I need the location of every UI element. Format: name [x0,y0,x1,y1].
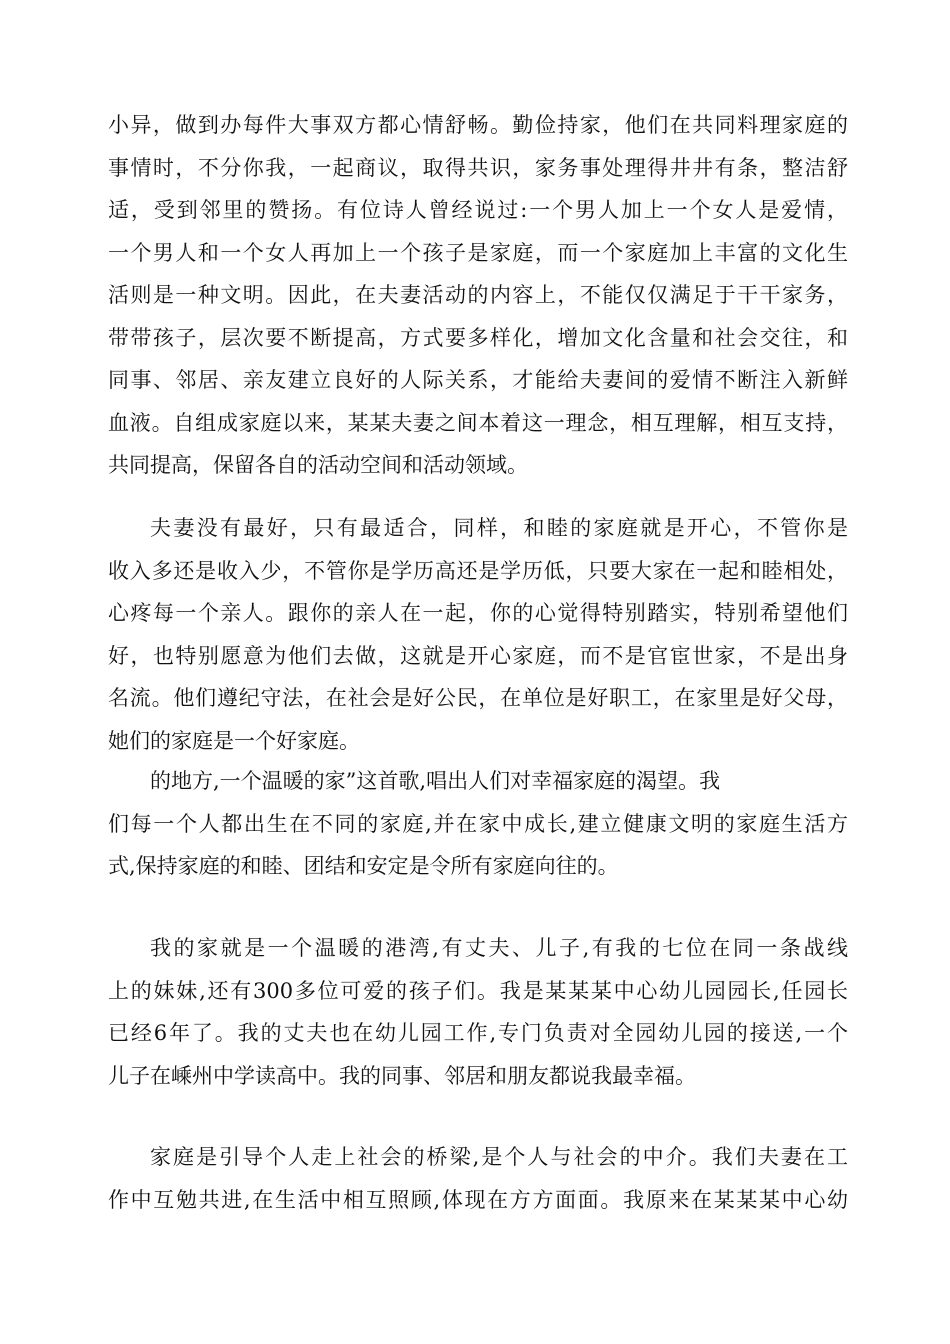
text-line: 适，受到邻里的赞扬。有位诗人曾经说过:一个男人加上一个女人是爱情， [108,198,848,222]
text-line: 她们的家庭是一个好家庭。 [108,728,360,753]
text-line: 活则是一种文明。因此，在夫妻活动的内容上，不能仅仅满足于干干家务， [108,283,848,307]
paragraph-3 [108,760,848,888]
text-line: 好，也特别愿意为他们去做，这就是开心家庭，而不是官宦世家，不是出身 [108,643,848,668]
paragraph-1 [108,104,848,487]
text-line: 的地方,一个温暖的家”这首歌,唱出人们对幸福家庭的渴望。我 [150,769,721,793]
text-line: 们每一个人都出生在不同的家庭,并在家中成长,建立健康文明的家庭生活方 [108,811,848,836]
text-line: 共同提高，保留各自的活动空间和活动领域。 [108,453,528,477]
text-line: 上的妹妹,还有300多位可爱的孩子们。我是某某某中心幼儿园园长,任园长 [108,978,848,1003]
text-line: 儿子在嵊州中学读高中。我的同事、邻居和朋友都说我最幸福。 [108,1063,696,1088]
text-line: 家庭是引导个人走上社会的桥梁,是个人与社会的中介。我们夫妻在工 [150,1145,848,1169]
text-line: 小异，做到办每件大事双方都心情舒畅。勤俭持家，他们在共同料理家庭的 [108,113,848,137]
paragraph-4 [108,927,848,1097]
text-line: 同事、邻居、亲友建立良好的人际关系，才能给夫妻间的爱情不断注入新鲜 [108,368,848,392]
text-line: 我的家就是一个温暖的港湾,有丈夫、儿子,有我的七位在同一条战线 [150,936,848,960]
text-line: 带带孩子，层次要不断提高，方式要多样化，增加文化含量和社会交往，和 [108,325,848,350]
text-line: 已经6年了。我的丈夫也在幼儿园工作,专门负责对全园幼儿园的接送,一个 [108,1021,848,1045]
text-line: 事情时，不分你我，一起商议，取得共识，家务事处理得井井有条，整洁舒 [108,155,848,180]
text-line: 夫妻没有最好，只有最适合，同样，和睦的家庭就是开心，不管你是 [150,516,848,540]
text-line: 式,保持家庭的和睦、团结和安定是令所有家庭向往的。 [108,854,619,878]
text-line: 一个男人和一个女人再加上一个孩子是家庭，而一个家庭加上丰富的文化生 [108,240,848,265]
text-line: 名流。他们遵纪守法，在社会是好公民，在单位是好职工，在家里是好父母， [108,686,848,710]
text-line: 心疼每一个亲人。跟你的亲人在一起，你的心觉得特别踏实，特别希望他们 [108,601,848,625]
text-line: 收入多还是收入少，不管你是学历高还是学历低，只要大家在一起和睦相处， [108,558,848,583]
paragraph-5 [108,1136,848,1221]
paragraph-2 [108,507,848,762]
text-line: 作中互勉共进,在生活中相互照顾,体现在方方面面。我原来在某某某中心幼 [108,1187,848,1212]
text-line: 血液。自组成家庭以来，某某夫妻之间本着这一理念，相互理解，相互支持， [108,410,848,435]
